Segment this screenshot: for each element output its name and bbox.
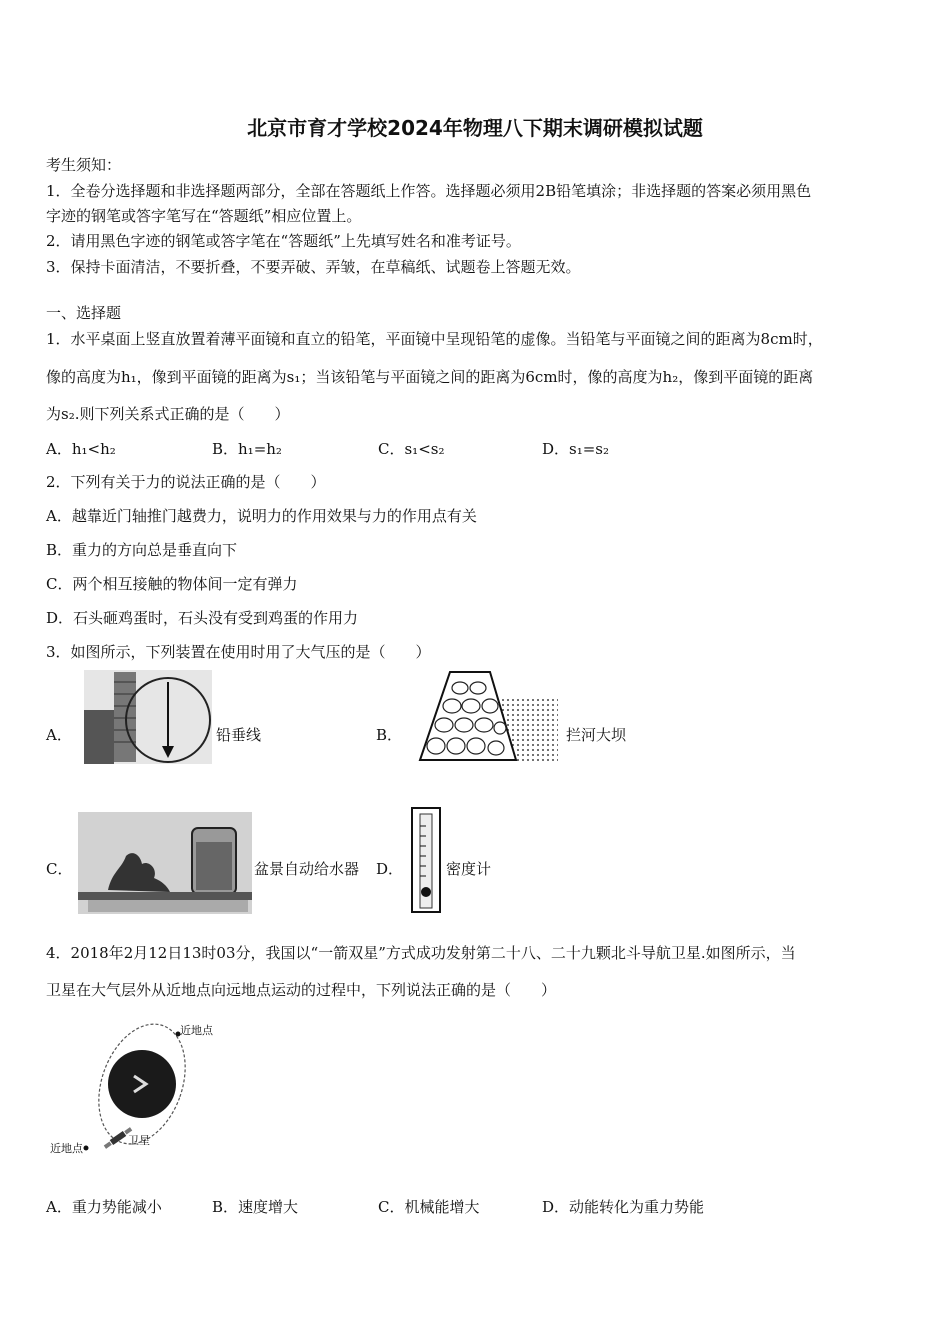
apogee-label: 近地点 bbox=[180, 1024, 213, 1037]
q1-option-a: A．h₁<h₂ bbox=[46, 440, 116, 458]
q2-option-d: D．石头砸鸡蛋时，石头没有受到鸡蛋的作用力 bbox=[46, 609, 359, 627]
perigee-label: 近地点 bbox=[50, 1142, 83, 1155]
q2-stem: 2．下列有关于力的说法正确的是（ ） bbox=[46, 473, 326, 491]
plant-waterer-figure bbox=[78, 812, 252, 914]
section-heading: 一、选择题 bbox=[46, 304, 122, 322]
q3-option-a-caption: 铅垂线 bbox=[216, 726, 262, 744]
notice-item-1: 1．全卷分选择题和非选择题两部分，全部在答题纸上作答。选择题必须用2B铅笔填涂；非选择题的答案必须用黑色 bbox=[46, 182, 812, 200]
q4-option-c: C．机械能增大 bbox=[378, 1198, 480, 1216]
notice-item-1-cont: 字迹的钢笔或答字笔写在“答题纸”相应位置上。 bbox=[46, 207, 362, 225]
q1-option-c: C．s₁<s₂ bbox=[378, 440, 445, 458]
q3-option-d-letter: D． bbox=[376, 860, 404, 878]
q3-option-c-caption: 盆景自动给水器 bbox=[254, 860, 360, 878]
q1-line1: 1．水平桌面上竖直放置着薄平面镜和直立的铅笔，平面镜中呈现铅笔的虚像。当铅笔与平面镜之间的距离为8cm时， bbox=[46, 330, 823, 348]
q2-option-b: B．重力的方向总是垂直向下 bbox=[46, 541, 238, 559]
page-title: 北京市育才学校2024年物理八下期末调研模拟试题 bbox=[247, 116, 703, 140]
q4-option-a: A．重力势能减小 bbox=[46, 1198, 162, 1216]
plumb-line-figure bbox=[84, 670, 212, 764]
q2-option-a: A．越靠近门轴推门越费力，说明力的作用效果与力的作用点有关 bbox=[46, 507, 477, 525]
q1-line3: 为s₂.则下列关系式正确的是（ ） bbox=[46, 405, 290, 423]
hydrometer-figure bbox=[410, 806, 442, 914]
q3-option-d-caption: 密度计 bbox=[446, 860, 492, 878]
notice-item-3: 3．保持卡面清洁，不要折叠，不要弄破、弄皱，在草稿纸、试题卷上答题无效。 bbox=[46, 258, 581, 276]
dam-figure bbox=[416, 668, 560, 764]
q1-option-d: D．s₁=s₂ bbox=[542, 440, 610, 458]
q3-option-b-letter: B． bbox=[376, 726, 403, 744]
q3-option-b-caption: 拦河大坝 bbox=[566, 726, 627, 744]
satellite-label: 卫星 bbox=[128, 1134, 150, 1147]
q4-option-d: D．动能转化为重力势能 bbox=[542, 1198, 705, 1216]
q4-option-b: B．速度增大 bbox=[212, 1198, 299, 1216]
notice-heading: 考生须知： bbox=[46, 156, 122, 174]
q4-line1: 4．2018年2月12日13时03分，我国以“一箭双星”方式成功发射第二十八、二十九颗北斗导航卫星.如图所示，当 bbox=[46, 944, 796, 962]
notice-item-2: 2．请用黑色字迹的钢笔或答字笔在“答题纸”上先填写姓名和准考证号。 bbox=[46, 232, 521, 250]
q3-stem: 3．如图所示，下列装置在使用时用了大气压的是（ ） bbox=[46, 643, 431, 661]
q3-option-a-letter: A． bbox=[46, 726, 72, 744]
q2-option-c: C．两个相互接触的物体间一定有弹力 bbox=[46, 575, 298, 593]
q3-option-c-letter: C． bbox=[46, 860, 73, 878]
q4-line2: 卫星在大气层外从近地点向远地点运动的过程中，下列说法正确的是（ ） bbox=[46, 981, 557, 999]
q1-option-b: B．h₁=h₂ bbox=[212, 440, 282, 458]
q1-line2: 像的高度为h₁，像到平面镜的距离为s₁；当该铅笔与平面镜之间的距离为6cm时，像的高度为h₂，像到平面镜的距离 bbox=[46, 368, 814, 386]
